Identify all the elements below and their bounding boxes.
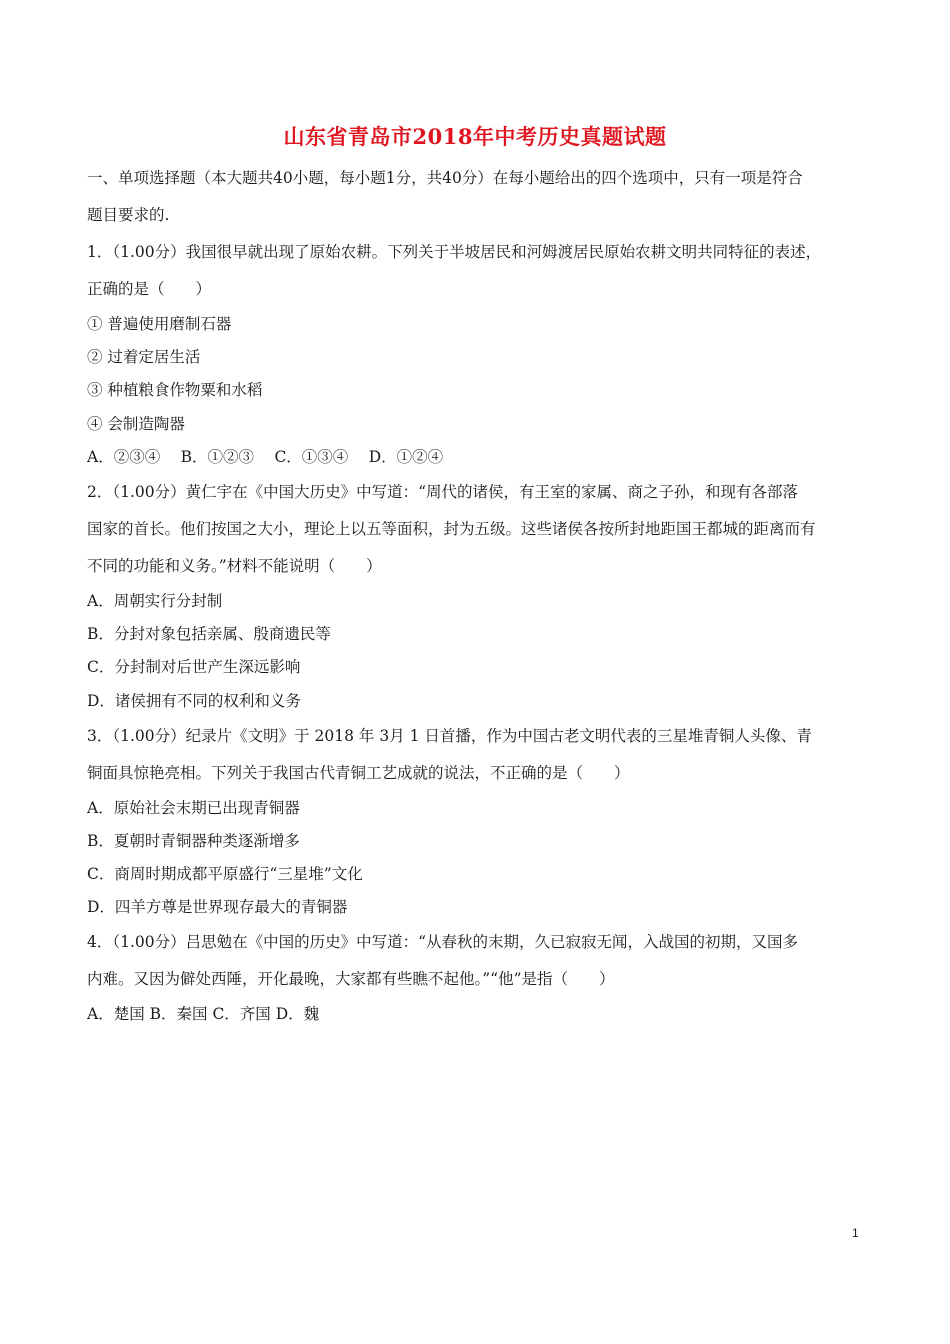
- question-stem-line: 3．（1.00分）纪录片《文明》于 2018 年 3月 1 日首播，作为中国古老文明代表的三星堆青铜人头像、青: [87, 726, 812, 745]
- document-body: [87, 160, 877, 1032]
- question-stem-line: 不同的功能和义务。”材料不能说明（ ）: [87, 556, 382, 575]
- question-option: A．周朝实行分封制: [87, 591, 223, 610]
- question-statement: ④ 会制造陶器: [87, 414, 185, 433]
- question-option: B．夏朝时青铜器种类逐渐增多: [87, 831, 300, 850]
- question-stem-line: 4．（1.00分）吕思勉在《中国的历史》中写道：“从春秋的末期，久已寂寂无闻，入战国的初期，又国多: [87, 933, 799, 952]
- section-intro-line: 题目要求的.: [87, 206, 170, 224]
- question-statement: ② 过着定居生活: [87, 348, 201, 367]
- section-intro-line: 一、单项选择题（本大题共40小题，每小题1分，共40分）在每小题给出的四个选项中，只有一项是符合: [87, 169, 803, 187]
- question-option: A．原始社会末期已出现青铜器: [87, 798, 300, 817]
- question-option: B．分封对象包括亲属、殷商遗民等: [87, 625, 331, 644]
- question-option: C．商周时期成都平原盛行“三星堆”文化: [87, 865, 363, 884]
- question-stem-line: 铜面具惊艳亮相。下列关于我国古代青铜工艺成就的说法，不正确的是（ ）: [87, 763, 630, 782]
- question-options: A．楚国 B．秦国 C．齐国 D．魏: [87, 1005, 320, 1024]
- question-options: A．②③④ B．①②③ C．①③④ D．①②④: [87, 447, 444, 466]
- question-option: D．四羊方尊是世界现存最大的青铜器: [87, 898, 348, 917]
- question-option: C．分封制对后世产生深远影响: [87, 658, 301, 677]
- question-statement: ① 普遍使用磨制石器: [87, 315, 232, 333]
- question-4: [87, 924, 877, 1031]
- question-stem-line: 内难。又因为僻处西陲，开化最晚，大家都有些瞧不起他。”“他”是指（ ）: [87, 970, 615, 989]
- page-number: 1: [852, 1226, 859, 1240]
- question-2: [87, 474, 877, 718]
- question-stem-line: 2．（1.00分）黄仁宇在《中国大历史》中写道：“周代的诸侯，有王室的家属、商之子孙，和现有各部落: [87, 482, 799, 501]
- question-1: [87, 234, 877, 474]
- question-stem-line: 1．（1.00分）我国很早就出现了原始农耕。下列关于半坡居民和河姆渡居民原始农耕文明共同特征的表述，: [87, 243, 822, 261]
- question-stem-line: 国家的首长。他们按国之大小，理论上以五等面积，封为五级。这些诸侯各按所封地距国王都城的距离而有: [87, 519, 816, 538]
- document-title: 山东省青岛市2018年中考历史真题试题: [283, 124, 667, 149]
- question-statement: ③ 种植粮食作物粟和水稻: [87, 381, 263, 400]
- question-stem-line: 正确的是（ ）: [87, 280, 212, 298]
- question-option: D．诸侯拥有不同的权利和义务: [87, 691, 301, 710]
- question-3: [87, 718, 877, 925]
